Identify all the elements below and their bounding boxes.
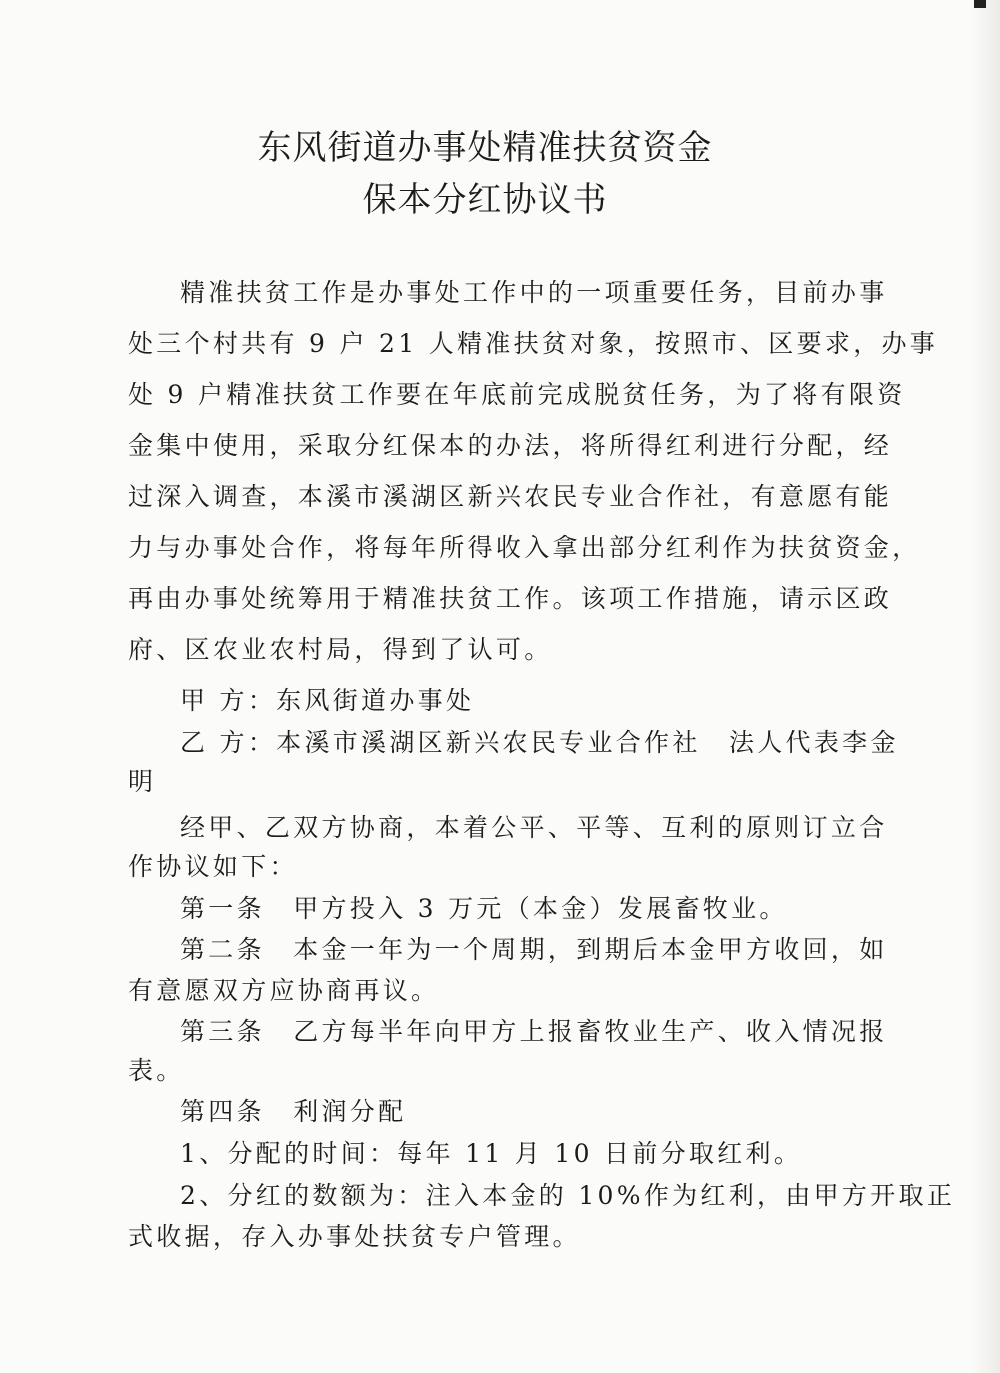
- corner-mark: [974, 0, 986, 8]
- party-b-cont: 明: [128, 767, 157, 796]
- paragraph-line: 再由办事处统筹用于精准扶贫工作。该项工作措施，请示区政: [128, 584, 893, 613]
- party-b: 乙 方：本溪市溪湖区新兴农民专业合作社 法人代表李金: [180, 728, 899, 757]
- party-a: 甲 方：东风街道办事处: [180, 686, 475, 715]
- title-line-1: 东风街道办事处精准扶贫资金: [257, 128, 713, 168]
- intro-line: 经甲、乙双方协商，本着公平、平等、互利的原则订立合: [180, 813, 888, 842]
- article-4: 第四条 利润分配: [180, 1097, 407, 1126]
- article-1: 第一条 甲方投入 3 万元（本金）发展畜牧业。: [180, 894, 788, 923]
- paragraph-line: 府、区农业农村局，得到了认可。: [128, 635, 553, 664]
- article-2-cont: 有意愿双方应协商再议。: [128, 976, 440, 1005]
- article-4-item-2-cont: 式收据，存入办事处扶贫专户管理。: [128, 1222, 581, 1251]
- paragraph-line: 过深入调查，本溪市溪湖区新兴农民专业合作社，有意愿有能: [128, 482, 893, 511]
- title-line-2: 保本分红协议书: [362, 180, 608, 220]
- page-edge-shadow: [972, 0, 1000, 1373]
- article-2: 第二条 本金一年为一个周期，到期后本金甲方收回，如: [180, 935, 888, 964]
- paragraph-line: 金集中使用，采取分红保本的办法，将所得红利进行分配，经: [128, 431, 893, 460]
- article-3-cont: 表。: [128, 1056, 185, 1085]
- article-4-item-1: 1、分配的时间：每年 11 月 10 日前分取红利。: [180, 1139, 803, 1168]
- paragraph-line: 精准扶贫工作是办事处工作中的一项重要任务，目前办事: [180, 278, 888, 307]
- paragraph-line: 处 9 户精准扶贫工作要在年底前完成脱贫任务，为了将有限资: [128, 380, 906, 409]
- article-3: 第三条 乙方每半年向甲方上报畜牧业生产、收入情况报: [180, 1017, 888, 1046]
- intro-line: 作协议如下：: [128, 852, 298, 881]
- article-4-item-2: 2、分红的数额为：注入本金的 10%作为红利，由甲方开取正: [180, 1181, 956, 1210]
- paragraph-line: 处三个村共有 9 户 21 人精准扶贫对象，按照市、区要求，办事: [128, 329, 939, 358]
- paragraph-line: 力与办事处合作，将每年所得收入拿出部分红利作为扶贫资金，: [128, 533, 921, 562]
